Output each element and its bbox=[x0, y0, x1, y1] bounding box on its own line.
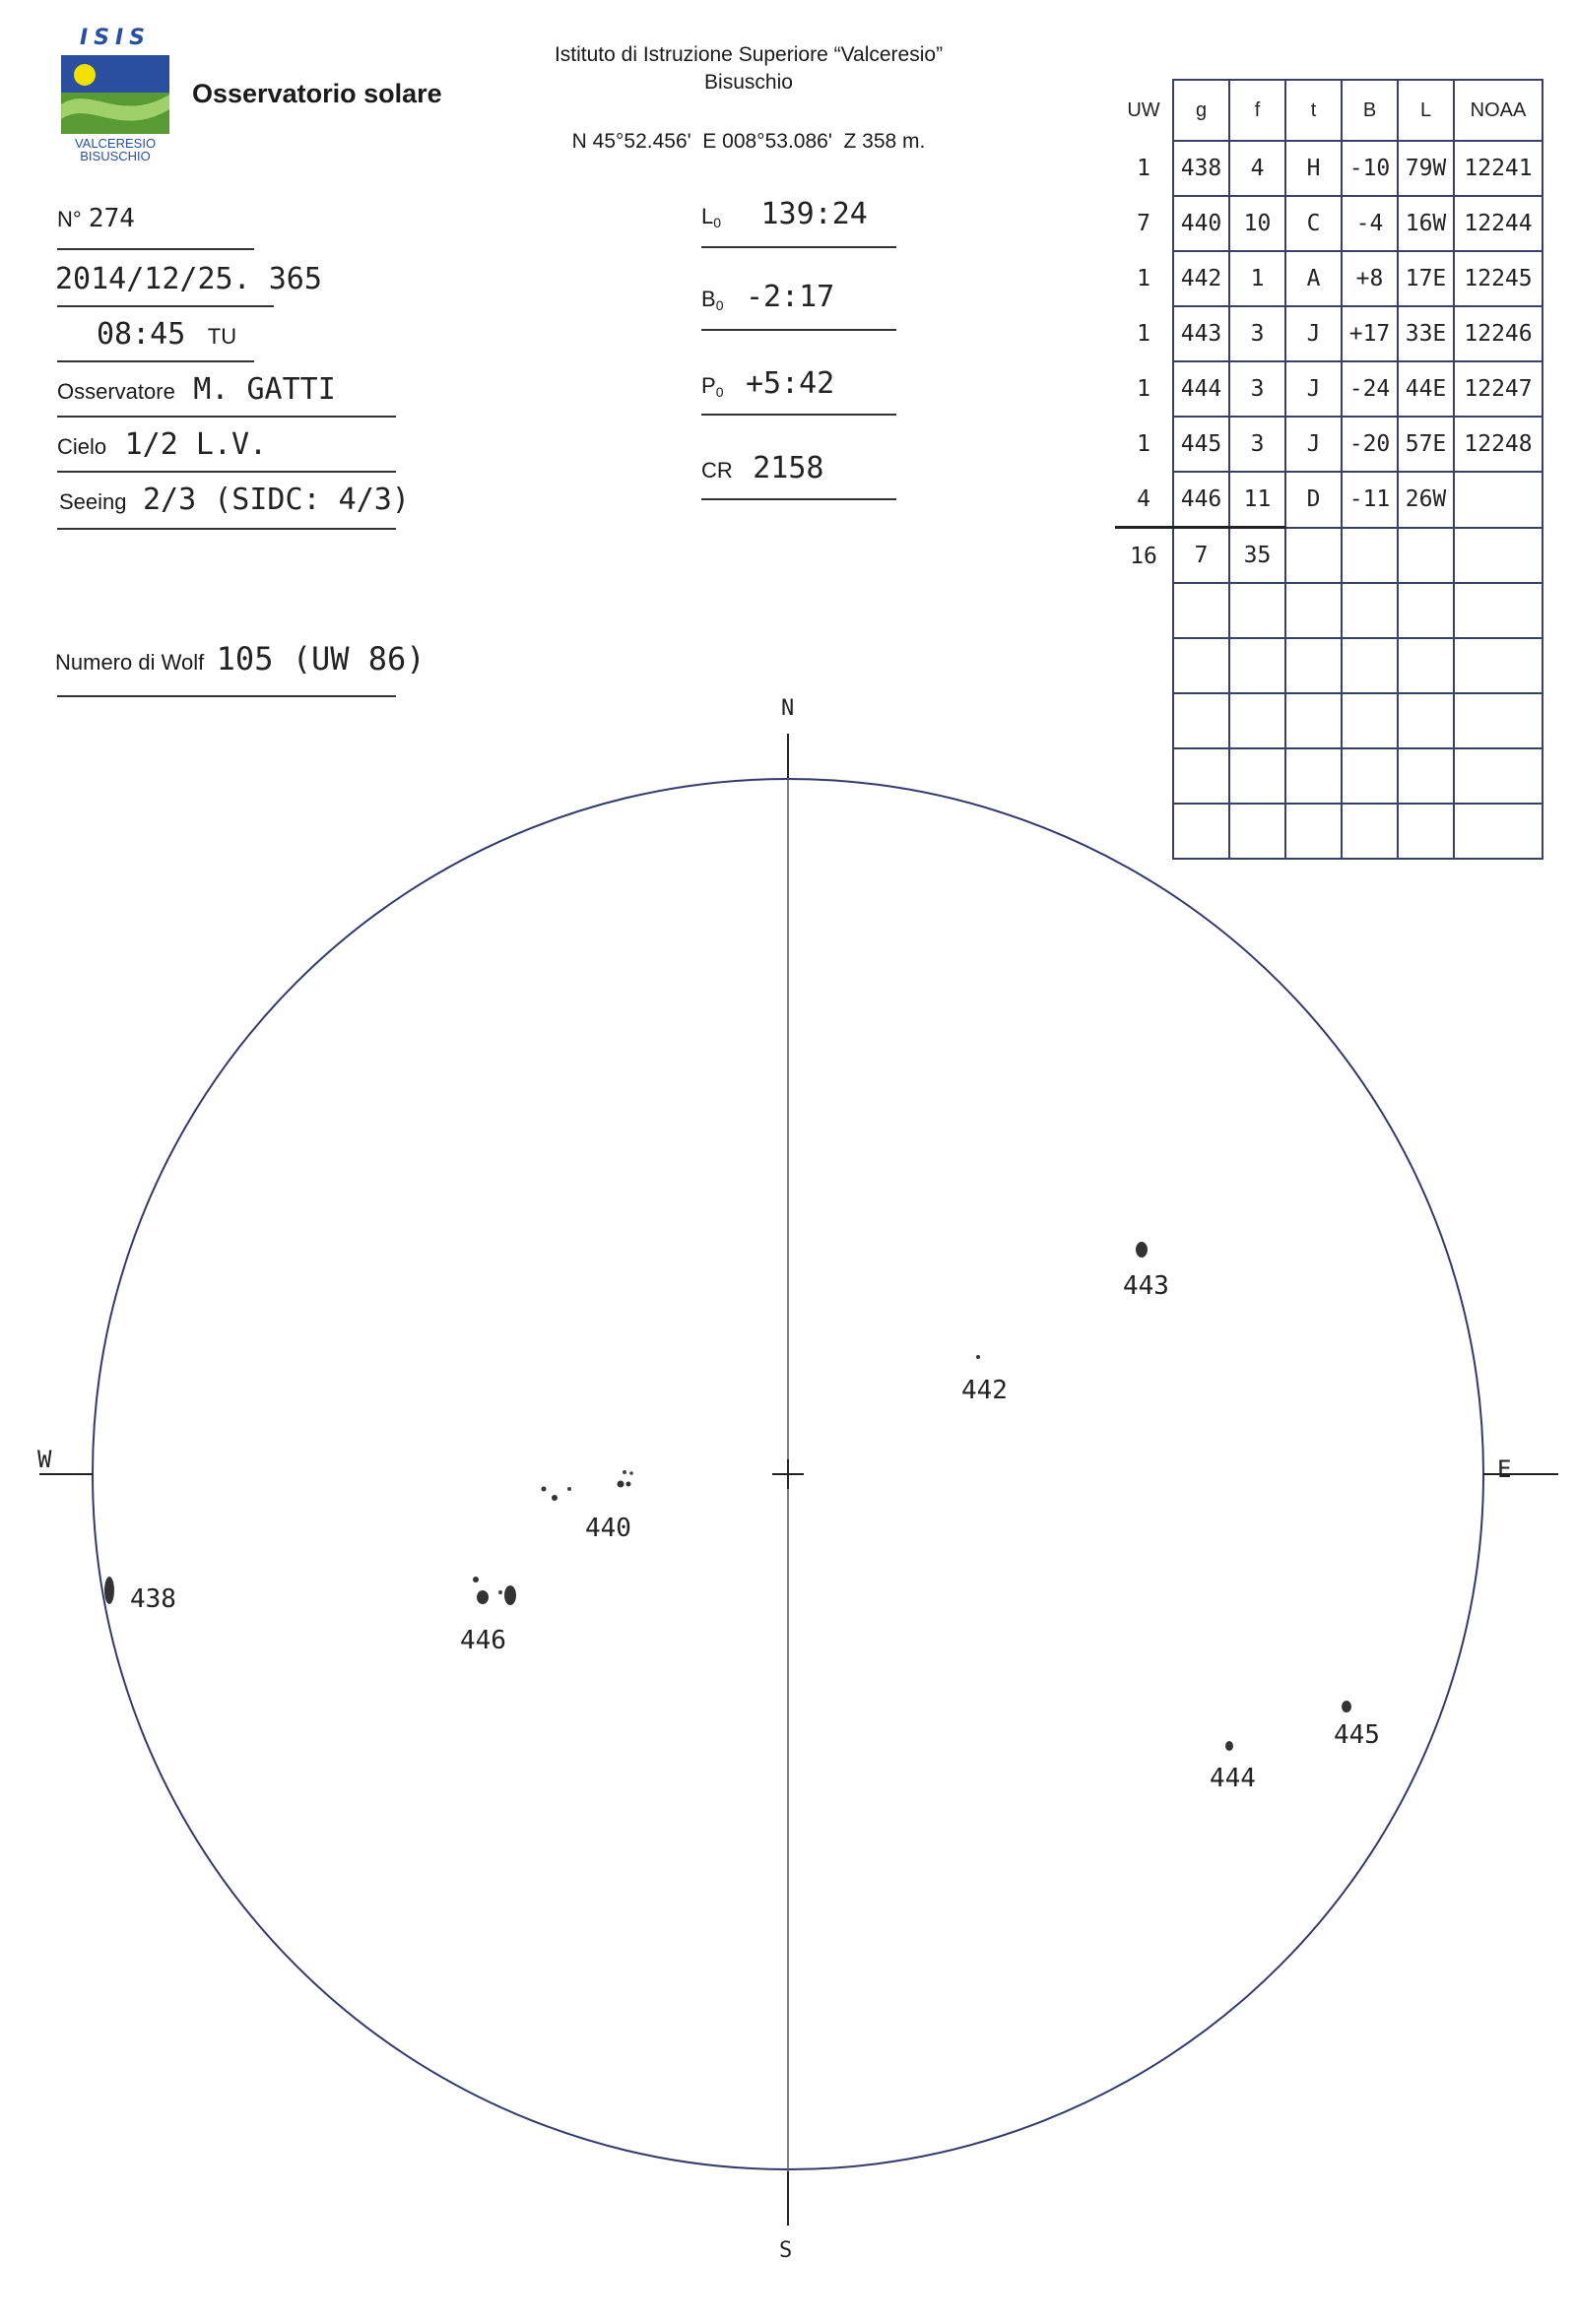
b0-row bbox=[701, 280, 834, 314]
sunspot bbox=[477, 1590, 489, 1604]
cell-noaa: 12241 bbox=[1454, 141, 1543, 196]
cell-f: 10 bbox=[1229, 196, 1285, 251]
cell-b: +17 bbox=[1342, 306, 1398, 361]
cell-l: 17E bbox=[1398, 251, 1454, 306]
divider bbox=[701, 246, 896, 248]
sunspot bbox=[1136, 1242, 1148, 1258]
observation-time bbox=[97, 317, 236, 352]
group-label-442: 442 bbox=[961, 1376, 1008, 1405]
cell-l: 16W bbox=[1398, 196, 1454, 251]
observatory-coords: N 45°52.456' E 008°53.086' Z 358 m. bbox=[571, 130, 926, 153]
empty-row bbox=[1115, 583, 1543, 638]
sunspot bbox=[629, 1471, 633, 1475]
cell-l: 44E bbox=[1398, 361, 1454, 417]
empty-cell bbox=[1115, 638, 1173, 693]
divider bbox=[57, 360, 254, 362]
cr-label: CR bbox=[701, 458, 733, 483]
l0-label: L bbox=[701, 204, 714, 228]
page-title: Osservatorio solare bbox=[192, 79, 442, 108]
cell-uw: 7 bbox=[1137, 211, 1150, 236]
west-label: W bbox=[37, 1446, 52, 1473]
cell-b: -4 bbox=[1342, 196, 1398, 251]
b0-label: B bbox=[701, 287, 716, 311]
divider bbox=[701, 414, 896, 416]
cell-g: 446 bbox=[1173, 472, 1229, 528]
empty-cell bbox=[1229, 638, 1285, 693]
cell-l: 33E bbox=[1398, 306, 1454, 361]
cell-t: J bbox=[1285, 361, 1342, 417]
cell-noaa: 12244 bbox=[1454, 196, 1543, 251]
b0-sub: 0 bbox=[715, 297, 724, 314]
observer-row bbox=[57, 372, 336, 407]
table-row bbox=[1115, 251, 1543, 306]
cell-b: +8 bbox=[1342, 251, 1398, 306]
group-label-444: 444 bbox=[1210, 1764, 1256, 1793]
totals-row bbox=[1115, 528, 1543, 584]
sunspot bbox=[626, 1482, 631, 1487]
empty-cell bbox=[1285, 528, 1342, 584]
sunspot bbox=[542, 1487, 547, 1492]
p0-value: +5:42 bbox=[745, 366, 835, 401]
p0-row bbox=[701, 366, 834, 401]
cell-g: 445 bbox=[1173, 417, 1229, 472]
cell-l: 57E bbox=[1398, 417, 1454, 472]
cr-value: 2158 bbox=[753, 451, 824, 485]
cell-g: 440 bbox=[1173, 196, 1229, 251]
header-t: t bbox=[1285, 80, 1342, 141]
l0-row bbox=[701, 197, 868, 231]
wolf-label: Numero di Wolf bbox=[55, 650, 205, 675]
divider bbox=[57, 471, 396, 473]
cell-noaa: 12246 bbox=[1454, 306, 1543, 361]
sunspot bbox=[504, 1585, 516, 1605]
sunspot bbox=[104, 1577, 114, 1604]
total-g: 7 bbox=[1173, 528, 1229, 584]
empty-cell bbox=[1454, 583, 1543, 638]
sunspot bbox=[498, 1590, 502, 1594]
cell-b: -20 bbox=[1342, 417, 1398, 472]
cell-g: 442 bbox=[1173, 251, 1229, 306]
empty-cell bbox=[1229, 583, 1285, 638]
sunspot bbox=[1342, 1701, 1351, 1712]
isis-logo bbox=[57, 26, 175, 163]
cell-b: -11 bbox=[1342, 472, 1398, 528]
group-label-445: 445 bbox=[1334, 1720, 1380, 1750]
observer-value: M. GATTI bbox=[193, 372, 336, 407]
wolf-row bbox=[55, 640, 426, 678]
empty-cell bbox=[1173, 638, 1229, 693]
table-row bbox=[1115, 141, 1543, 196]
record-number-label: N° bbox=[57, 207, 82, 231]
cell-t: D bbox=[1285, 472, 1342, 528]
seeing-row bbox=[59, 483, 410, 517]
record-number bbox=[57, 203, 135, 233]
cell-noaa: 12245 bbox=[1454, 251, 1543, 306]
cell-b: -10 bbox=[1342, 141, 1398, 196]
sunspot bbox=[567, 1487, 571, 1491]
sunspot bbox=[552, 1495, 558, 1501]
cell-f: 3 bbox=[1229, 361, 1285, 417]
seeing-value: 2/3 (SIDC: 4/3) bbox=[142, 483, 410, 517]
logo-bottom-line1: VALCERESIO bbox=[74, 136, 157, 151]
wolf-value: 105 (UW 86) bbox=[216, 640, 426, 678]
cell-f: 3 bbox=[1229, 306, 1285, 361]
observation-date: 2014/12/25. 365 bbox=[55, 262, 322, 296]
south-label: S bbox=[779, 2238, 793, 2263]
empty-cell bbox=[1115, 583, 1173, 638]
logo-emblem bbox=[61, 55, 169, 134]
record-number-value: 274 bbox=[88, 204, 135, 233]
sunspot bbox=[976, 1355, 980, 1359]
sky-label: Cielo bbox=[57, 434, 107, 459]
header-b: B bbox=[1342, 80, 1398, 141]
north-label: N bbox=[781, 696, 795, 721]
cell-noaa bbox=[1454, 472, 1543, 528]
empty-cell bbox=[1454, 638, 1543, 693]
cell-t: C bbox=[1285, 196, 1342, 251]
cell-g: 438 bbox=[1173, 141, 1229, 196]
empty-cell bbox=[1285, 638, 1342, 693]
cr-row bbox=[701, 451, 823, 485]
sunspot bbox=[473, 1577, 479, 1582]
cell-t: J bbox=[1285, 417, 1342, 472]
header-l: L bbox=[1398, 80, 1454, 141]
seeing-label: Seeing bbox=[59, 489, 127, 514]
institute-line1: Istituto di Istruzione Superiore “Valceresio” bbox=[554, 43, 944, 66]
empty-cell bbox=[1454, 528, 1543, 584]
sunspot bbox=[623, 1470, 626, 1474]
cell-f: 11 bbox=[1229, 472, 1285, 528]
cell-l: 79W bbox=[1398, 141, 1454, 196]
empty-cell bbox=[1342, 638, 1398, 693]
empty-cell bbox=[1398, 528, 1454, 584]
logo-bottom-line2: BISUSCHIO bbox=[80, 149, 151, 163]
divider bbox=[57, 416, 396, 418]
divider bbox=[701, 329, 896, 331]
header-uw: UW bbox=[1127, 98, 1160, 121]
cell-l: 26W bbox=[1398, 472, 1454, 528]
total-uw: 16 bbox=[1115, 528, 1173, 584]
empty-row bbox=[1115, 638, 1543, 693]
p0-label: P bbox=[701, 373, 716, 398]
solar-disk-drawing bbox=[0, 689, 1576, 2265]
divider bbox=[57, 528, 396, 530]
empty-cell bbox=[1398, 583, 1454, 638]
group-label-438: 438 bbox=[130, 1584, 176, 1614]
l0-sub: 0 bbox=[713, 215, 722, 231]
cell-noaa: 12247 bbox=[1454, 361, 1543, 417]
empty-cell bbox=[1173, 583, 1229, 638]
table-row bbox=[1115, 306, 1543, 361]
cell-b: -24 bbox=[1342, 361, 1398, 417]
observer-label: Osservatore bbox=[57, 379, 175, 404]
header-g: g bbox=[1173, 80, 1229, 141]
cell-t: H bbox=[1285, 141, 1342, 196]
sky-value: 1/2 L.V. bbox=[124, 427, 268, 462]
group-label-443: 443 bbox=[1123, 1271, 1169, 1301]
cell-uw: 4 bbox=[1137, 485, 1150, 512]
sunspot bbox=[1225, 1741, 1233, 1751]
time-unit: TU bbox=[207, 324, 237, 349]
table-header-row bbox=[1115, 80, 1543, 141]
empty-cell bbox=[1342, 583, 1398, 638]
cell-uw: 1 bbox=[1137, 156, 1150, 181]
cell-g: 443 bbox=[1173, 306, 1229, 361]
cell-f: 3 bbox=[1229, 417, 1285, 472]
cell-uw: 1 bbox=[1137, 321, 1150, 347]
empty-cell bbox=[1342, 528, 1398, 584]
institute-line2: Bisuschio bbox=[704, 71, 793, 94]
cell-t: J bbox=[1285, 306, 1342, 361]
cell-g: 444 bbox=[1173, 361, 1229, 417]
cell-uw: 1 bbox=[1137, 266, 1150, 291]
empty-cell bbox=[1398, 638, 1454, 693]
cell-uw: 1 bbox=[1137, 376, 1150, 402]
cell-uw: 1 bbox=[1137, 431, 1150, 457]
total-f: 35 bbox=[1229, 528, 1285, 584]
sky-row bbox=[57, 427, 267, 462]
table-row bbox=[1115, 472, 1543, 528]
time-value: 08:45 bbox=[97, 317, 186, 352]
header-f: f bbox=[1229, 80, 1285, 141]
logo-top-text: ISIS bbox=[79, 26, 152, 50]
b0-value: -2:17 bbox=[745, 280, 835, 314]
cell-t: A bbox=[1285, 251, 1342, 306]
divider bbox=[57, 248, 254, 250]
l0-value: 139:24 bbox=[760, 197, 868, 231]
cell-noaa: 12248 bbox=[1454, 417, 1543, 472]
table-row bbox=[1115, 196, 1543, 251]
cell-f: 4 bbox=[1229, 141, 1285, 196]
p0-sub: 0 bbox=[715, 384, 724, 401]
empty-cell bbox=[1285, 583, 1342, 638]
sunspot bbox=[618, 1481, 624, 1488]
cell-f: 1 bbox=[1229, 251, 1285, 306]
table-row bbox=[1115, 417, 1543, 472]
table-row bbox=[1115, 361, 1543, 417]
group-label-440: 440 bbox=[585, 1514, 631, 1543]
header-noaa: NOAA bbox=[1454, 80, 1543, 141]
group-label-446: 446 bbox=[460, 1626, 506, 1655]
divider bbox=[701, 498, 896, 500]
east-label: E bbox=[1497, 1455, 1512, 1483]
divider bbox=[57, 305, 274, 307]
